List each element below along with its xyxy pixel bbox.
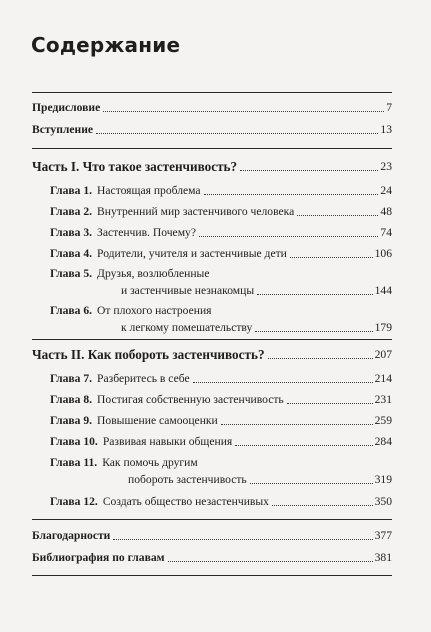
- dot-leader: [240, 170, 378, 171]
- dot-leader: [193, 382, 373, 383]
- toc-chapter-10[interactable]: [32, 434, 392, 449]
- dot-leader: [204, 194, 379, 195]
- page-number: 319: [374, 473, 392, 486]
- toc-chapter-12[interactable]: [32, 494, 392, 509]
- toc-part-1[interactable]: [32, 159, 392, 174]
- chapter-title: Родители, учителя и застенчивые дети: [97, 247, 287, 260]
- chapter-title: Застенчив. Почему?: [97, 226, 196, 239]
- chapter-number: Глава 8.: [50, 393, 93, 406]
- page-number: 284: [374, 435, 392, 448]
- entry-label: Библиография по главам: [32, 551, 165, 564]
- toc-part-2[interactable]: [32, 347, 392, 362]
- chapter-number: Глава 9.: [50, 414, 93, 427]
- toc-chapter-6-line1[interactable]: [32, 303, 392, 318]
- chapter-title: Создать общество незастенчивых: [102, 495, 269, 508]
- chapter-number: Глава 3.: [50, 226, 93, 239]
- dot-leader: [268, 358, 373, 359]
- chapter-number: Глава 2.: [50, 205, 93, 218]
- page-number: 24: [380, 184, 392, 197]
- part-label: Часть I. Что такое застенчивость?: [32, 159, 238, 174]
- chapter-number: Глава 7.: [50, 372, 93, 385]
- section-rule: [32, 92, 392, 93]
- page-number: 214: [374, 372, 392, 385]
- toc-chapter-2[interactable]: [32, 204, 392, 219]
- toc-chapter-5-line1[interactable]: [32, 266, 392, 281]
- dot-leader: [235, 445, 372, 446]
- dot-leader: [168, 561, 373, 562]
- chapter-title: Повышение самооценки: [97, 414, 218, 427]
- chapter-number: Глава 6.: [50, 304, 93, 317]
- section-rule: [32, 575, 392, 576]
- toc-chapter-1[interactable]: [32, 183, 392, 198]
- page-number: 48: [380, 205, 392, 218]
- entry-label: Вступление: [32, 123, 94, 136]
- toc-chapter-5-line2[interactable]: [32, 283, 392, 298]
- page-number: 74: [380, 226, 392, 239]
- chapter-number: Глава 5.: [50, 267, 93, 280]
- toc-chapter-4[interactable]: [32, 246, 392, 261]
- chapter-number: Глава 12.: [50, 495, 98, 508]
- chapter-title: Внутренний мир застенчивого человека: [97, 205, 295, 218]
- chapter-title: Как помочь другим: [102, 456, 198, 469]
- chapter-title: От плохого настроения: [97, 304, 212, 317]
- chapter-title: Развивая навыки общения: [102, 435, 233, 448]
- page-number: 350: [374, 495, 392, 508]
- toc-chapter-7[interactable]: [32, 371, 392, 386]
- chapter-title-cont: побороть застенчивость: [128, 473, 247, 486]
- dot-leader: [221, 424, 373, 425]
- page-number: 381: [374, 551, 392, 564]
- toc-entry-acknowledgements[interactable]: [32, 528, 392, 543]
- part-label: Часть II. Как побороть застенчивость?: [32, 347, 265, 362]
- dot-leader: [113, 539, 372, 540]
- toc-chapter-9[interactable]: [32, 413, 392, 428]
- toc-entry-introduction[interactable]: [32, 122, 392, 137]
- page-number: 23: [380, 160, 392, 173]
- dot-leader: [272, 505, 373, 506]
- page-number: 7: [386, 101, 392, 114]
- chapter-number: Глава 10.: [50, 435, 98, 448]
- chapter-title: Друзья, возлюбленные: [97, 267, 210, 280]
- page-number: 179: [374, 321, 392, 334]
- toc-chapter-6-line2[interactable]: [32, 320, 392, 335]
- chapter-title: Постигая собственную застенчивость: [97, 393, 284, 406]
- dot-leader: [250, 483, 373, 484]
- dot-leader: [103, 111, 384, 112]
- toc-entry-preface[interactable]: [32, 100, 392, 115]
- page-number: 106: [374, 247, 392, 260]
- page-number: 207: [374, 348, 392, 361]
- page-number: 13: [380, 123, 392, 136]
- chapter-number: Глава 4.: [50, 247, 93, 260]
- dot-leader: [199, 236, 378, 237]
- toc-chapter-11-line1[interactable]: [32, 455, 392, 470]
- page-number: 144: [374, 284, 392, 297]
- page-title: Содержание: [31, 33, 181, 57]
- toc-chapter-3[interactable]: [32, 225, 392, 240]
- entry-label: Благодарности: [32, 529, 111, 542]
- chapter-number: Глава 11.: [50, 456, 98, 469]
- toc-chapter-8[interactable]: [32, 392, 392, 407]
- chapter-title: Настоящая проблема: [97, 184, 201, 197]
- toc-entry-bibliography[interactable]: [32, 550, 392, 565]
- dot-leader: [287, 403, 373, 404]
- page-number: 231: [374, 393, 392, 406]
- entry-label: Предисловие: [32, 101, 101, 114]
- dot-leader: [257, 294, 373, 295]
- chapter-title: Разберитесь в себе: [97, 372, 190, 385]
- section-rule: [32, 339, 392, 340]
- dot-leader: [96, 133, 378, 134]
- chapter-number: Глава 1.: [50, 184, 93, 197]
- section-rule: [32, 148, 392, 149]
- page-number: 259: [374, 414, 392, 427]
- chapter-title-cont: к легкому помешательству: [121, 321, 253, 334]
- chapter-title-cont: и застенчивые незнакомцы: [121, 284, 255, 297]
- page-number: 377: [374, 529, 392, 542]
- section-rule: [32, 519, 392, 520]
- dot-leader: [290, 257, 373, 258]
- dot-leader: [297, 215, 378, 216]
- toc-chapter-11-line2[interactable]: [32, 472, 392, 487]
- dot-leader: [255, 331, 372, 332]
